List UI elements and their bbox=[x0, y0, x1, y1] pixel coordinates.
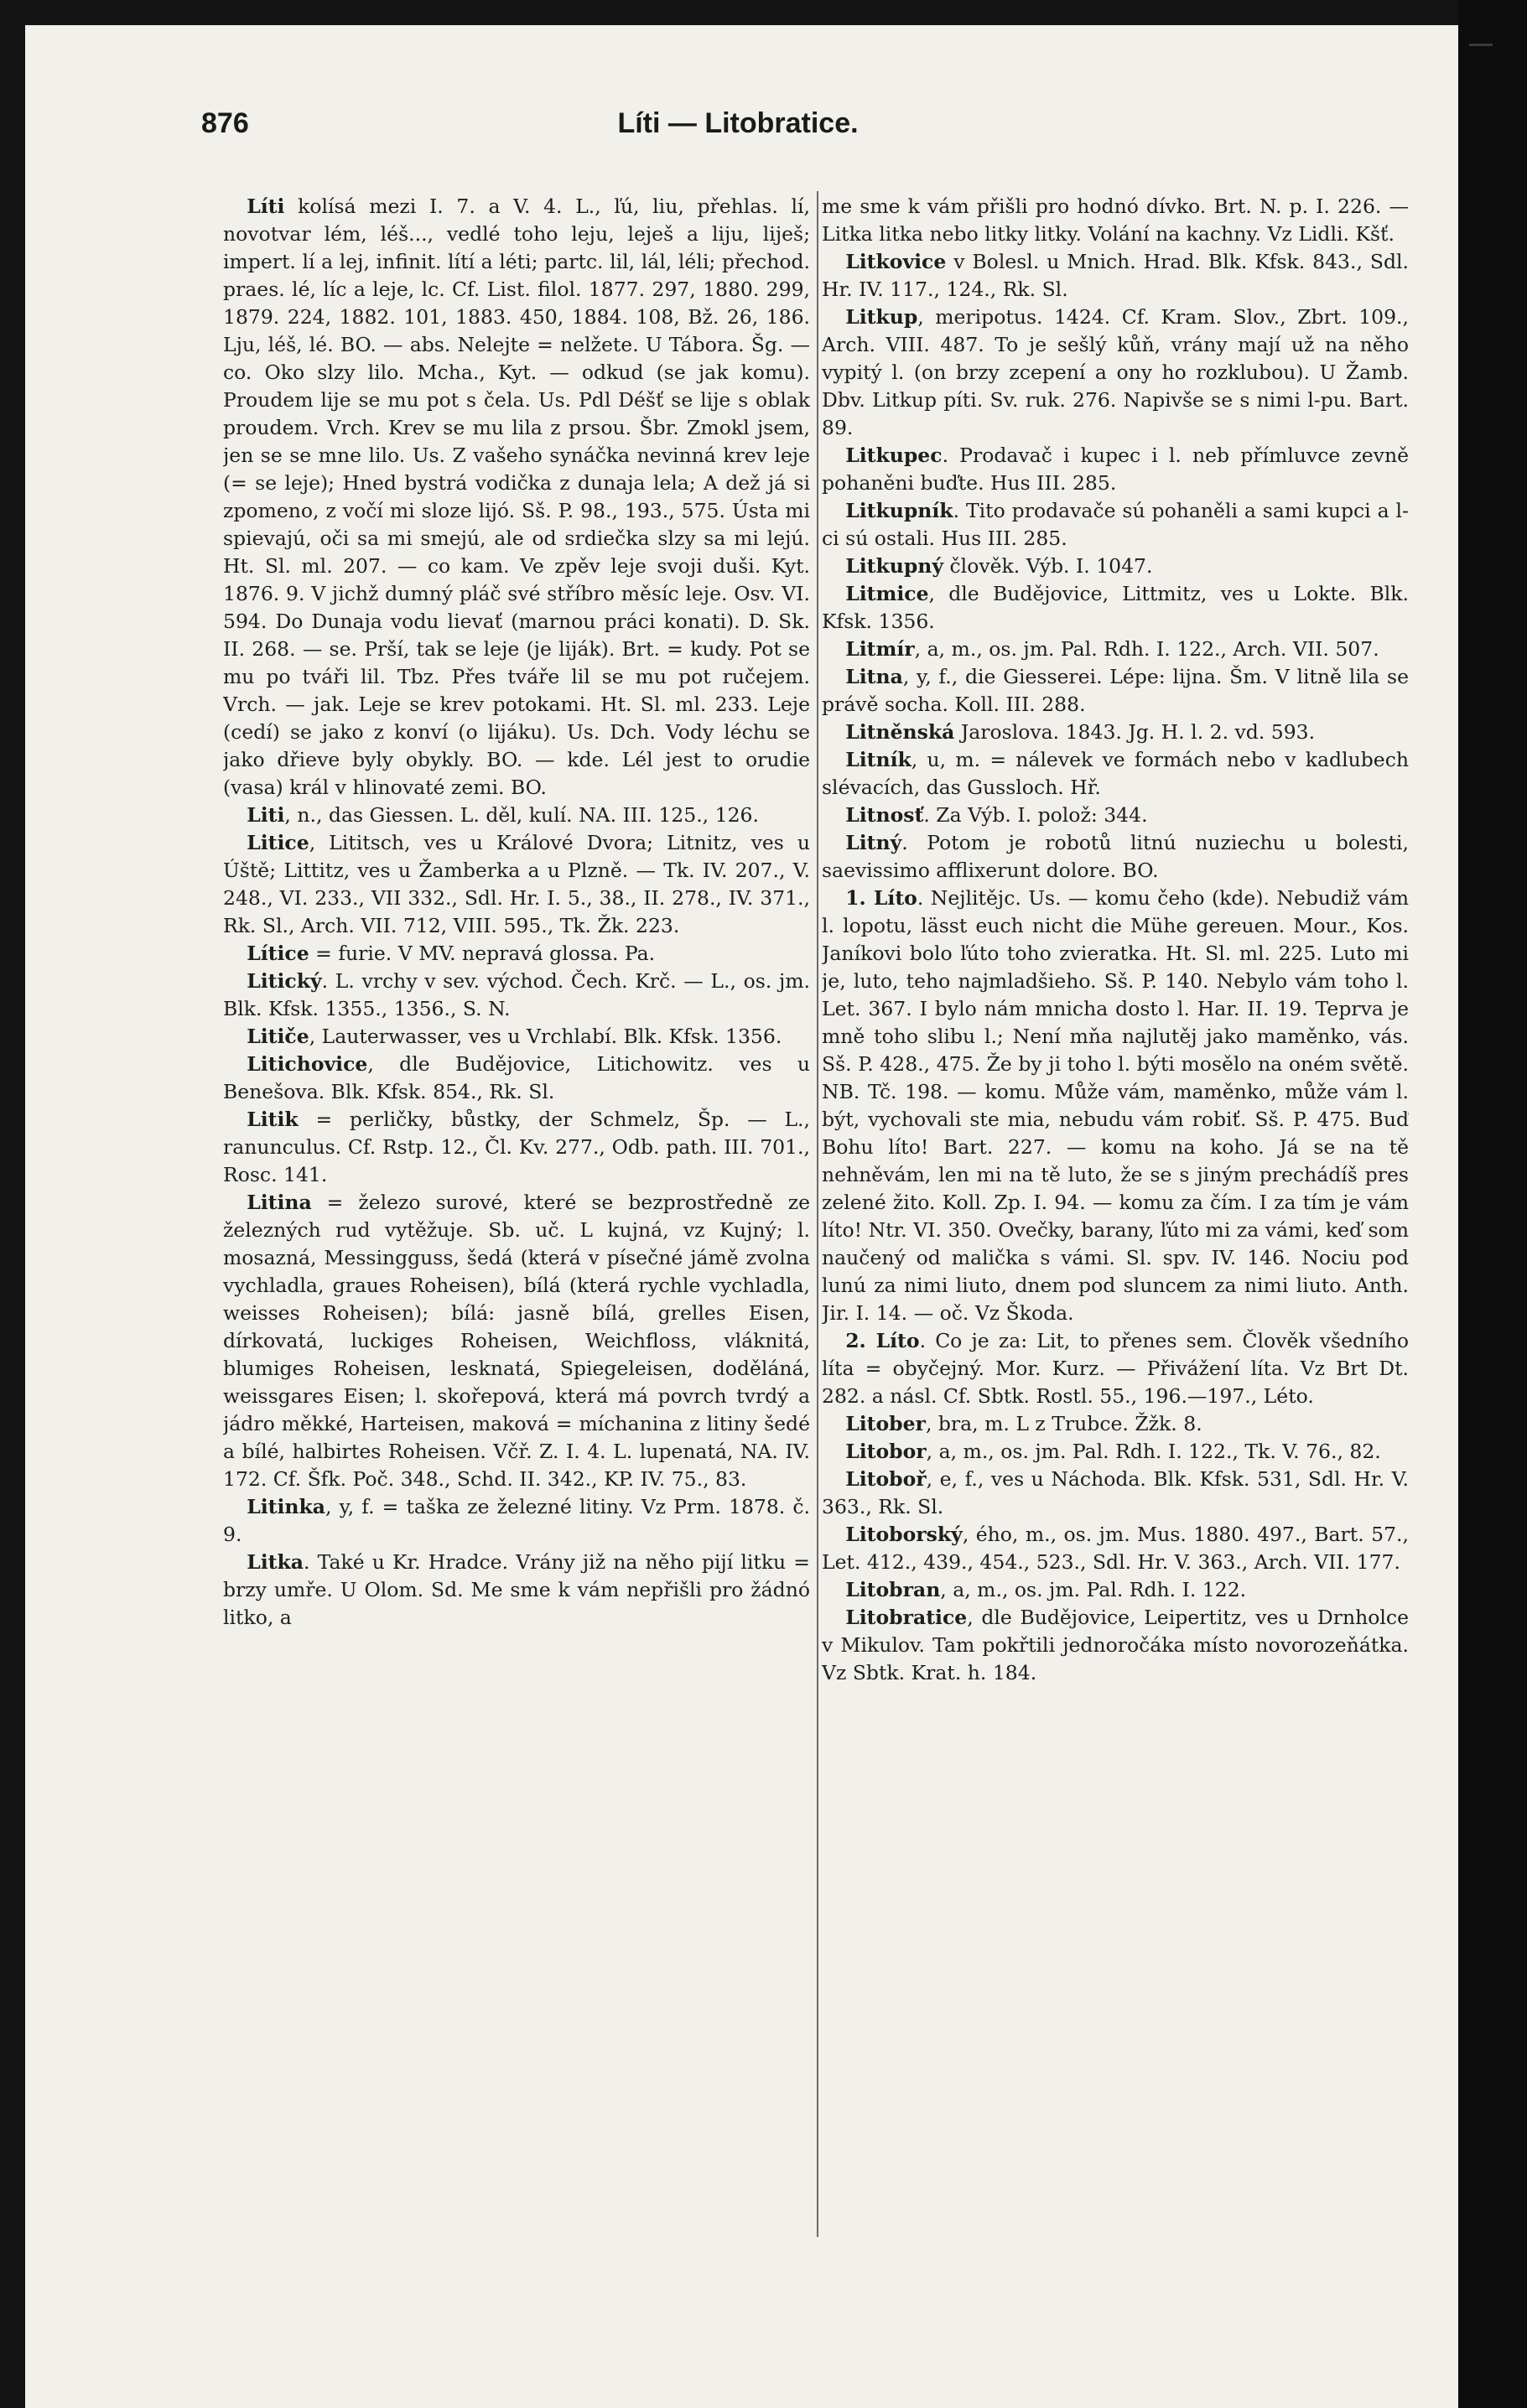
scan-edge-mark bbox=[1469, 44, 1493, 46]
entry-text: , a, m., os. jm. Pal. Rdh. I. 122., Arch. VII. 507. bbox=[914, 637, 1379, 661]
page-number: 876 bbox=[201, 107, 249, 139]
entry-text: , a, m., os. jm. Pal. Rdh. I. 122. bbox=[940, 1578, 1247, 1601]
entry-text: , a, m., os. jm. Pal. Rdh. I. 122., Tk. V. 76., 82. bbox=[926, 1440, 1381, 1463]
entry-text: = furie. V MV. nepravá glossa. Pa. bbox=[309, 942, 656, 965]
entry-headword: Litice bbox=[247, 831, 309, 854]
entry-text: , Lauterwasser, ves u Vrchlabí. Blk. Kfsk. 1356. bbox=[309, 1025, 782, 1048]
dictionary-entry bbox=[223, 1023, 810, 1051]
entry-headword: Litkovice bbox=[845, 250, 947, 273]
entry-text: Jaroslova. 1843. Jg. H. l. 2. vd. 593. bbox=[954, 720, 1316, 744]
entry-text: , y, f., die Giesserei. Lépe: lijna. Šm. V litně lila se právě socha. Koll. III. 288. bbox=[822, 665, 1409, 716]
entry-headword: Litka bbox=[247, 1550, 304, 1574]
entry-text: v Bolesl. u Mnich. Hrad. Blk. Kfsk. 843., Sdl. Hr. IV. 117., 124., Rk. Sl. bbox=[822, 250, 1409, 301]
entry-text: . Za Výb. I. polož: 344. bbox=[923, 803, 1148, 827]
dictionary-entry bbox=[223, 1549, 810, 1632]
entry-headword: Litkupný bbox=[845, 554, 944, 578]
entry-text: . Také u Kr. Hradce. Vrány již na něho pijí litku = brzy umře. U Olom. Sd. Me sme k vám nepřišli pro žádnó litko, a bbox=[223, 1550, 810, 1629]
entry-headword: Litoborský bbox=[845, 1523, 963, 1546]
entry-text: , y, f. = taška ze železné litiny. Vz Prm. 1878. č. 9. bbox=[223, 1495, 810, 1546]
dictionary-entry bbox=[822, 1438, 1409, 1466]
entry-text: , dle Budějovice, Leipertitz, ves u Drnholce v Mikulov. Tam pokřtili jednoročáka místo novorozeňátka. Vz Sbtk. Krat. h. 184. bbox=[822, 1606, 1409, 1684]
entry-headword: Líti bbox=[247, 195, 285, 218]
dictionary-entry bbox=[223, 1106, 810, 1189]
dictionary-entry bbox=[822, 1521, 1409, 1576]
entry-headword: Litněnská bbox=[845, 720, 955, 744]
dictionary-entry bbox=[822, 885, 1409, 1327]
entry-headword: Litna bbox=[845, 665, 903, 688]
entry-text: . Tito prodavače sú pohaněli a sami kupci a l-ci sú ostali. Hus III. 285. bbox=[822, 499, 1409, 550]
dictionary-entry bbox=[223, 193, 810, 802]
entry-text: , Lititsch, ves u Králové Dvora; Litnitz, ves u Úště; Littitz, ves u Žamberka a u Plzně. — Tk. IV. 207., V. 248., VI. 233., VII 332., Sdl. Hr. I. 5., 38., II. 278., IV. 371., Rk. Sl., Arch. VII. 712, VIII. 595., Tk. Žk. 223. bbox=[223, 831, 810, 937]
entry-text: . Prodavač i kupec i l. neb přímluvce zevně pohaněni buďte. Hus III. 285. bbox=[822, 444, 1409, 495]
entry-headword: Litobratice bbox=[845, 1606, 968, 1629]
entry-headword: Litický bbox=[247, 969, 322, 993]
entry-text: , dle Budějovice, Littmitz, ves u Lokte. Blk. Kfsk. 1356. bbox=[822, 582, 1409, 633]
entry-text: . L. vrchy v sev. východ. Čech. Krč. — L., os. jm. Blk. Kfsk. 1355., 1356., S. N. bbox=[223, 969, 810, 1020]
dictionary-entry bbox=[223, 940, 810, 968]
entry-headword: Litný bbox=[845, 831, 902, 854]
dictionary-entry bbox=[822, 746, 1409, 802]
entry-text: = železo surové, které se bezprostředně ze železných rud vytěžuje. Sb. uč. L kujná, vz Kujný; l. mosazná, Messingguss, šedá (která v písečné jámě zvolna vychladla, graues Roheisen), bílá (která rychle vychladla, weisses Roheisen); bílá: jasně bílá, grelles Eisen, dírkovatá, luckiges Roheisen, Weichfloss, vláknitá, blumiges Roheisen, lesknatá, Spiegeleisen, doděláná, weissgares Eisen; l. skořepová, která má povrch tvrdý a jádro měkké, Harteisen, maková = míchanina z litiny šedé a bílé, halbirtes Roheisen. Včř. Z. I. 4. L. lupenatá, NA. IV. 172. Cf. Šfk. Poč. 348., Schd. II. 342., KP. IV. 75., 83. bbox=[223, 1191, 810, 1491]
entry-text: , bra, m. L z Trubce. Žžk. 8. bbox=[925, 1412, 1202, 1435]
dictionary-entry bbox=[822, 802, 1409, 829]
dictionary-entry bbox=[822, 663, 1409, 719]
dictionary-entry bbox=[822, 497, 1409, 553]
entry-headword: Liti bbox=[247, 803, 285, 827]
entry-text: . Co je za: Lit, to přenes sem. Člověk všedního líta = obyčejný. Mor. Kurz. — Přivážení líta. Vz Brt Dt. 282. a násl. Cf. Sbtk. Rostl. 55., 196.—197., Léto. bbox=[822, 1329, 1409, 1408]
entry-headword: Litobor bbox=[845, 1440, 927, 1463]
entry-headword: Litkup bbox=[845, 305, 918, 329]
dictionary-entry bbox=[822, 193, 1409, 248]
entry-headword: Lítice bbox=[247, 942, 309, 965]
entry-headword: Litobran bbox=[845, 1578, 941, 1601]
dictionary-entry bbox=[822, 1410, 1409, 1438]
dictionary-entry bbox=[822, 1576, 1409, 1604]
dictionary-entry bbox=[822, 580, 1409, 636]
dictionary-entry bbox=[223, 1189, 810, 1493]
entry-text: me sme k vám přišli pro hodnó dívko. Brt. N. p. I. 226. — Litka litka nebo litky litky. Volání na kachny. Vz Lidli. Kšť. bbox=[822, 195, 1409, 246]
entry-text: , dle Budějovice, Litichowitz. ves u Benešova. Blk. Kfsk. 854., Rk. Sl. bbox=[223, 1052, 810, 1103]
entry-headword: 1. Líto bbox=[845, 886, 917, 910]
dictionary-entry bbox=[223, 802, 810, 829]
entry-headword: Litober bbox=[845, 1412, 926, 1435]
left-column bbox=[223, 193, 810, 2272]
dictionary-entry bbox=[822, 442, 1409, 497]
entry-text: člověk. Výb. I. 1047. bbox=[943, 554, 1153, 578]
entry-text: = perličky, bůstky, der Schmelz, Šp. — L., ranunculus. Cf. Rstp. 12., Čl. Kv. 277., Odb. path. III. 701., Rosc. 141. bbox=[223, 1108, 810, 1186]
entry-headword: Litkupec bbox=[845, 444, 943, 467]
dictionary-entry bbox=[223, 1051, 810, 1106]
entry-headword: Litnosť bbox=[845, 803, 924, 827]
entry-text: , u, m. = nálevek ve formách nebo v kadlubech slévacích, das Gussloch. Hř. bbox=[822, 748, 1409, 799]
dictionary-entry bbox=[822, 829, 1409, 885]
dictionary-entry bbox=[223, 968, 810, 1023]
entry-headword: Litichovice bbox=[247, 1052, 368, 1076]
entry-text: , ého, m., os. jm. Mus. 1880. 497., Bart. 57., Let. 412., 439., 454., 523., Sdl. Hr. V. 363., Arch. VII. 177. bbox=[822, 1523, 1409, 1574]
page-title: Líti — Litobratice. bbox=[617, 107, 859, 139]
entry-headword: Litik bbox=[247, 1108, 299, 1131]
entry-text: kolísá mezi I. 7. a V. 4. L., ľú, liu, přehlas. lí, novotvar lém, léš..., vedlé toho leju, leješ a liju, liješ; impert. lí a lej, infinit. lítí a léti; partc. lil, lál, léli; přechod. praes. lé, líc a leje, lc. Cf. List. filol. 1877. 297, 1880. 299, 1879. 224, 1882. 101, 1883. 450, 1884. 108, Bž. 26, 186. Lju, léš, lé. BO. — abs. Nelejte = nelžete. U Tábora. Šg. — co. Oko slzy lilo. Mcha., Kyt. — odkud (se jak komu). Proudem lije se mu pot s čela. Us. Pdl Déšť se lije s oblak proudem. Vrch. Krev se mu lila z prsou. Šbr. Zmokl jsem, jen se se mne lilo. Us. Z vašeho synáčka nevinná krev leje (= se leje); Hned bystrá vodička z dunaja lela; A dež já si zpomeno, z vočí mi sloze lijó. Sš. P. 98., 193., 575. Ústa mi spievajú, oči sa mi smejú, ale od srdiečka slzy sa mi lejú. Ht. Sl. ml. 207. — co kam. Ve zpěv leje svoji duši. Kyt. 1876. 9. V jichž dumný pláč své stříbro měsíc leje. Osv. VI. 594. Do Dunaja vodu lievať (marnou práci konati). D. Sk. II. 268. — se. Prší, tak se leje (je liják). Brt. = kudy. Pot se mu po tváři lil. Tbz. Přes tváře lil se mu pot ručejem. Vrch. — jak. Leje se krev potokami. Ht. Sl. ml. 233. Leje (cedí) se jako z konví (o lijáku). Us. Dch. Vody léchu se jako dřieve byly obykly. BO. — kde. Lél jest to orudie (vasa) král v hlinovaté zemi. BO. bbox=[223, 195, 810, 799]
dictionary-entry bbox=[822, 304, 1409, 442]
entry-headword: Litmice bbox=[845, 582, 929, 605]
dictionary-entry bbox=[822, 719, 1409, 746]
entry-headword: Litina bbox=[247, 1191, 312, 1214]
column-divider bbox=[817, 191, 818, 2237]
page-header bbox=[201, 107, 1275, 149]
scan-edge bbox=[1458, 0, 1527, 2408]
entry-headword: Litkupník bbox=[845, 499, 953, 522]
entry-text: , e, f., ves u Náchoda. Blk. Kfsk. 531, Sdl. Hr. V. 363., Rk. Sl. bbox=[822, 1467, 1409, 1518]
right-column bbox=[822, 193, 1409, 2272]
dictionary-entry bbox=[822, 248, 1409, 304]
dictionary-entry bbox=[822, 636, 1409, 663]
entry-text: , meripotus. 1424. Cf. Kram. Slov., Zbrt. 109., Arch. VIII. 487. To je sešlý kůň, vrány mají už na něho vypitý l. (on brzy zcepení a ony ho rozklubou). U Žamb. Dbv. Litkup píti. Sv. ruk. 276. Napivše se s nimi l-pu. Bart. 89. bbox=[822, 305, 1409, 439]
dictionary-entry bbox=[822, 553, 1409, 580]
dictionary-entry bbox=[822, 1327, 1409, 1410]
entry-headword: Litiče bbox=[247, 1025, 309, 1048]
entry-text: , n., das Giessen. L. děl, kulí. NA. III. 125., 126. bbox=[284, 803, 759, 827]
entry-headword: 2. Líto bbox=[845, 1329, 920, 1352]
dictionary-entry bbox=[822, 1466, 1409, 1521]
dictionary-entry bbox=[822, 1604, 1409, 1687]
entry-headword: Litmír bbox=[845, 637, 915, 661]
entry-text: . Nejlitějc. Us. — komu čeho (kde). Nebudiž vám l. lopotu, lässt euch nicht die Mühe gereuen. Mour., Kos. Janíkovi bolo ľúto toho zvieratka. Ht. Sl. ml. 225. Luto mi je, luto, teho najmladšieho. Sš. P. 140. Nebylo vám toho l. Let. 367. I bylo nám mnicha dosto l. Har. II. 19. Teprva je mně toho slibu l.; Není mňa najlutěj jako maměnko, vás. Sš. P. 428., 475. Že by ji toho l. býti mosělo na oném světě. NB. Tč. 198. — komu. Může vám, maměnko, může vám l. být, vychovali ste mia, nebudu vám robiť. Sš. P. 475. Buď Bohu líto! Bart. 227. — komu na koho. Já se na tě nehněvám, len mi na tě luto, že se s jiným prechádíš pres zelené žito. Koll. Zp. I. 94. — komu za čím. I za tím je vám líto! Ntr. VI. 350. Ovečky, barany, ľúto mi za vámi, keď som naučený od malička s vámi. Sl. spv. IV. 146. Nociu pod lunú za nimi liuto, dnem pod sluncem za nimi liuto. Anth. Jir. I. 14. — oč. Vz Škoda. bbox=[822, 886, 1409, 1325]
dictionary-entry bbox=[223, 1493, 810, 1549]
dictionary-entry bbox=[223, 829, 810, 940]
entry-headword: Litník bbox=[845, 748, 912, 771]
entry-headword: Litoboř bbox=[845, 1467, 927, 1491]
entry-text: . Potom je robotů litnú nuziechu u bolesti, saevissimo afflixerunt dolore. BO. bbox=[822, 831, 1409, 882]
entry-headword: Litinka bbox=[247, 1495, 326, 1518]
